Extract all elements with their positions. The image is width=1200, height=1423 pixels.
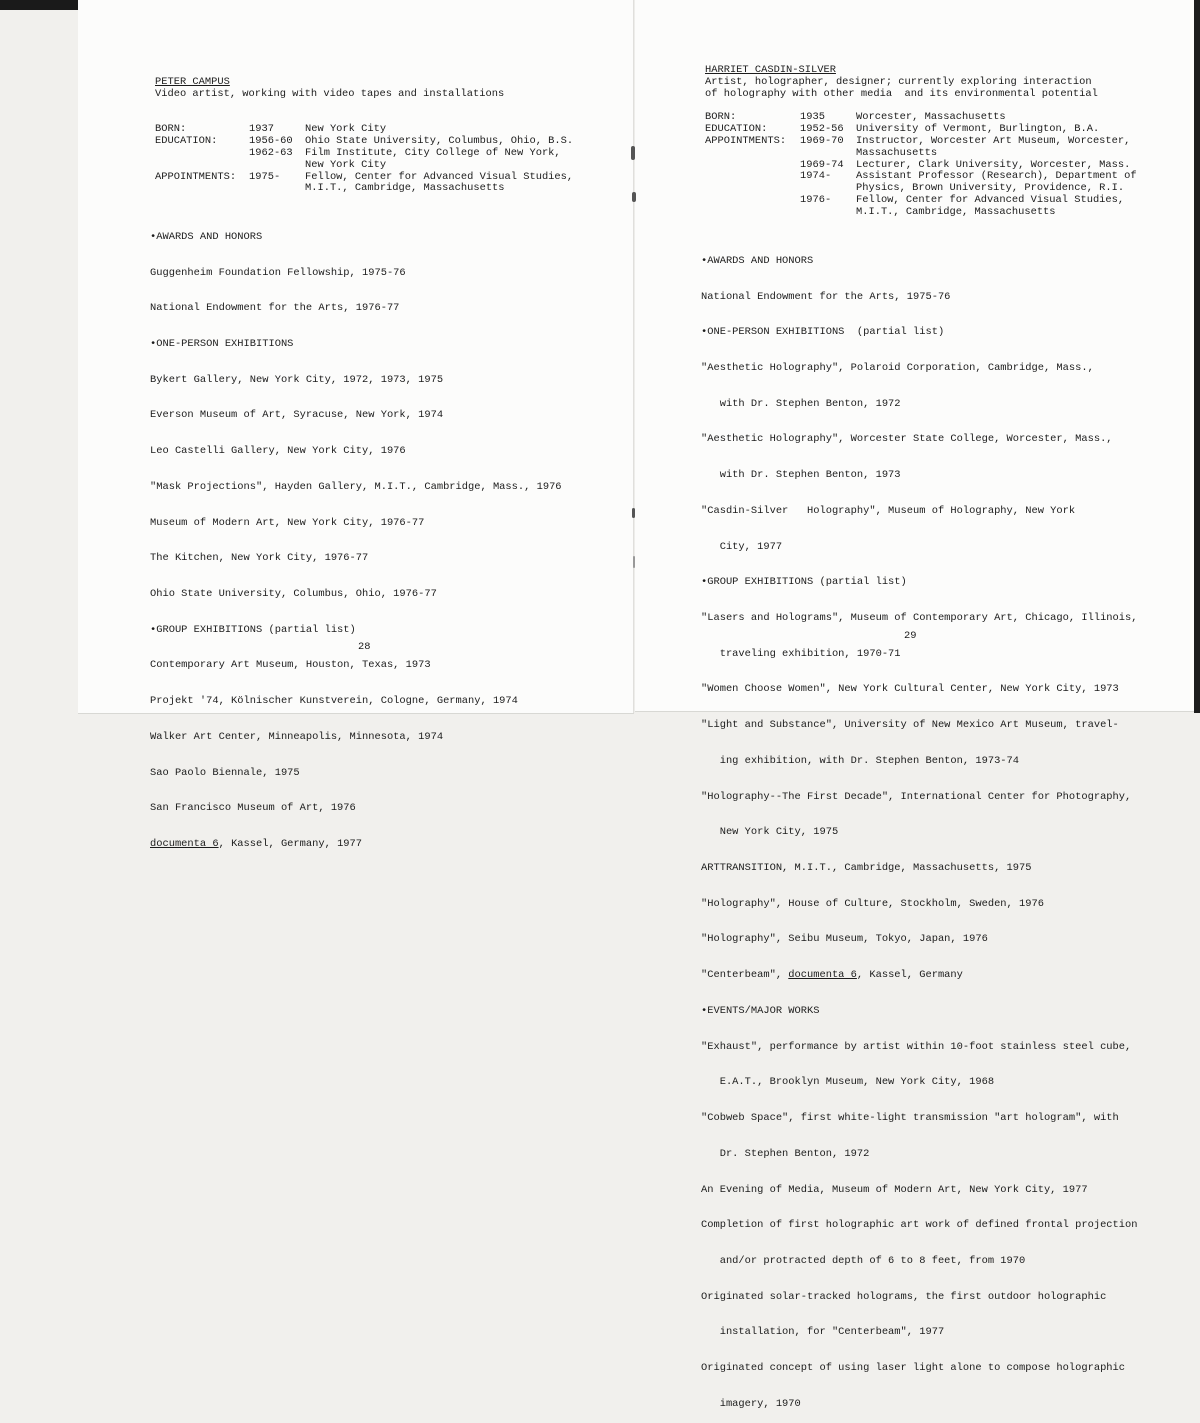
list-item: installation, for "Centerbeam", 1977 — [701, 1326, 945, 1339]
list-item: E.A.T., Brooklyn Museum, New York City, 1968 — [701, 1076, 995, 1089]
fact-text: M.I.T., Cambridge, Massachusetts — [305, 182, 505, 195]
fact-row — [155, 136, 595, 148]
artist-name: PETER CAMPUS — [155, 76, 230, 88]
binding-mark — [632, 508, 635, 518]
list-item: "Exhaust", performance by artist within 10-foot stainless steel cube, — [701, 1040, 1132, 1053]
artist-description-1: Artist, holographer, designer; currently exploring interaction — [705, 76, 1092, 88]
list-item — [150, 839, 562, 851]
fact-label: BORN: — [155, 123, 187, 135]
list-item: Projekt '74, Kölnischer Kunstverein, Cologne, Germany, 1974 — [150, 695, 518, 708]
list-item: •EVENTS/MAJOR WORKS — [701, 1004, 820, 1017]
list-item: •GROUP EXHIBITIONS (partial list) — [150, 623, 356, 636]
fact-year: 1975- — [249, 170, 281, 183]
list-item: with Dr. Stephen Benton, 1972 — [701, 397, 901, 410]
fact-text: Assistant Professor (Research), Department of — [856, 170, 1137, 183]
list-item: with Dr. Stephen Benton, 1973 — [701, 469, 901, 482]
fact-text: M.I.T., Cambridge, Massachusetts — [856, 206, 1056, 219]
fact-year: 1969-70 — [800, 134, 844, 147]
fact-text: Instructor, Worcester Art Museum, Worcester, — [856, 134, 1131, 147]
list-item: An Evening of Media, Museum of Modern Art, New York City, 1977 — [701, 1183, 1088, 1196]
fact-row — [705, 148, 1165, 160]
list-item: "Aesthetic Holography", Worcester State College, Worcester, Mass., — [701, 433, 1113, 446]
fact-text: Film Institute, City College of New York, — [305, 146, 561, 159]
list-item: Everson Museum of Art, Syracuse, New York, 1974 — [150, 409, 444, 422]
fact-row — [705, 136, 1165, 148]
list-item: Originated solar-tracked holograms, the first outdoor holographic — [701, 1290, 1107, 1303]
list-item: •AWARDS AND HONORS — [150, 230, 263, 243]
list-item: Museum of Modern Art, New York City, 1976-77 — [150, 516, 425, 529]
artist-description-2: of holography with other media and its environmental potential — [705, 88, 1098, 100]
list-item: •ONE-PERSON EXHIBITIONS — [150, 337, 294, 350]
list-item: "Casdin-Silver Holography", Museum of Holography, New York — [701, 504, 1076, 517]
list-item: Ohio State University, Columbus, Ohio, 1976-77 — [150, 588, 437, 600]
list-item: The Kitchen, New York City, 1976-77 — [150, 552, 369, 565]
list-item — [701, 970, 1137, 982]
fact-year: 1956-60 — [249, 134, 293, 147]
fact-row — [155, 183, 595, 195]
fact-text: Massachusetts — [856, 146, 938, 159]
list-item: Sao Paolo Biennale, 1975 — [150, 766, 300, 779]
list-item: Contemporary Art Museum, Houston, Texas, 1973 — [150, 659, 431, 672]
fact-text: University of Vermont, Burlington, B.A. — [856, 122, 1100, 135]
fact-year: 1937 — [249, 123, 274, 135]
list-item: San Francisco Museum of Art, 1976 — [150, 802, 356, 815]
sections-list — [150, 208, 562, 863]
fact-text: Physics, Brown University, Providence, R.I. — [856, 182, 1125, 195]
list-item: •ONE-PERSON EXHIBITIONS (partial list) — [701, 326, 945, 339]
fact-label: EDUCATION: — [155, 134, 218, 147]
binding-mark — [633, 556, 635, 568]
list-item: ARTTRANSITION, M.I.T., Cambridge, Massachusetts, 1975 — [701, 862, 1032, 875]
fact-text: Ohio State University, Columbus, Ohio, B.S. — [305, 134, 574, 147]
list-item: "Aesthetic Holography", Polaroid Corporation, Cambridge, Mass., — [701, 361, 1094, 374]
list-item: "Women Choose Women", New York Cultural Center, New York City, 1973 — [701, 683, 1119, 696]
book-gutter — [633, 0, 635, 713]
fact-year: 1952-56 — [800, 122, 844, 135]
list-item: Completion of first holographic art work of defined frontal projection — [701, 1219, 1138, 1232]
list-item: imagery, 1970 — [701, 1397, 801, 1410]
fact-year: 1962-63 — [249, 146, 293, 159]
fact-text: Lecturer, Clark University, Worcester, Mass. — [856, 158, 1131, 171]
list-item: National Endowment for the Arts, 1975-76 — [701, 290, 951, 303]
facts-table — [155, 124, 595, 195]
fact-year: 1976- — [800, 194, 832, 207]
fact-year: 1969-74 — [800, 158, 844, 171]
fact-text: Fellow, Center for Advanced Visual Studies, — [305, 170, 574, 183]
list-item-rest: , Kassel, Germany, 1977 — [218, 838, 363, 851]
list-item: "Lasers and Holograms", Museum of Contemporary Art, Chicago, Illinois, — [701, 612, 1138, 624]
fact-row — [705, 124, 1165, 136]
list-item: "Cobweb Space", first white-light transmission "art hologram", with — [701, 1112, 1119, 1125]
documenta-title: documenta 6 — [788, 969, 857, 982]
fact-label: APPOINTMENTS: — [705, 134, 787, 147]
fact-row — [155, 160, 595, 172]
list-item: Bykert Gallery, New York City, 1972, 1973, 1975 — [150, 373, 444, 386]
page-number-left: 28 — [358, 641, 371, 653]
list-item: City, 1977 — [701, 540, 783, 553]
list-item-pre: "Centerbeam", — [701, 969, 789, 982]
list-item: "Holography", Seibu Museum, Tokyo, Japan, 1976 — [701, 933, 988, 946]
list-item: "Light and Substance", University of New Mexico Art Museum, travel- — [701, 719, 1119, 732]
fact-row — [155, 148, 595, 160]
fact-year: 1974- — [800, 170, 832, 183]
list-item: Guggenheim Foundation Fellowship, 1975-76 — [150, 266, 406, 279]
list-item: Leo Castelli Gallery, New York City, 1976 — [150, 445, 406, 458]
documenta-title: documenta 6 — [150, 838, 219, 851]
fact-label: APPOINTMENTS: — [155, 170, 237, 183]
scan-edge-top-left — [0, 0, 78, 10]
list-item: Dr. Stephen Benton, 1972 — [701, 1147, 870, 1160]
list-item: •GROUP EXHIBITIONS (partial list) — [701, 576, 907, 589]
list-item: "Holography--The First Decade", International Center for Photography, — [701, 790, 1132, 803]
sections-list — [701, 232, 1137, 1423]
binding-mark — [631, 146, 635, 160]
list-item: National Endowment for the Arts, 1976-77 — [150, 302, 400, 315]
list-item: Walker Art Center, Minneapolis, Minnesota, 1974 — [150, 730, 444, 743]
list-item: "Holography", House of Culture, Stockholm, Sweden, 1976 — [701, 897, 1044, 910]
list-item: and/or protracted depth of 6 to 8 feet, from 1970 — [701, 1254, 1026, 1267]
scan-edge-right — [1194, 0, 1200, 713]
fact-text: New York City — [305, 123, 387, 135]
page-number-right: 29 — [904, 630, 917, 642]
list-item: •AWARDS AND HONORS — [701, 254, 814, 267]
artist-name: HARRIET CASDIN-SILVER — [705, 64, 836, 76]
list-item: New York City, 1975 — [701, 826, 839, 839]
list-item: traveling exhibition, 1970-71 — [701, 647, 901, 660]
fact-text: Fellow, Center for Advanced Visual Studies, — [856, 194, 1125, 207]
list-item: ing exhibition, with Dr. Stephen Benton, 1973-74 — [701, 754, 1020, 767]
fact-text: New York City — [305, 158, 387, 171]
binding-mark — [632, 192, 636, 202]
fact-row — [705, 207, 1165, 219]
list-item-post: , Kassel, Germany — [856, 969, 963, 982]
list-item: "Mask Projections", Hayden Gallery, M.I.T., Cambridge, Mass., 1976 — [150, 480, 562, 493]
list-item: Originated concept of using laser light alone to compose holographic — [701, 1362, 1126, 1375]
fact-year: 1935 — [800, 111, 825, 123]
artist-description: Video artist, working with video tapes and installations — [155, 88, 505, 100]
fact-text: Worcester, Massachusetts — [856, 111, 1006, 123]
fact-label: EDUCATION: — [705, 122, 768, 135]
facts-table — [705, 112, 1165, 219]
fact-label: BORN: — [705, 111, 737, 123]
